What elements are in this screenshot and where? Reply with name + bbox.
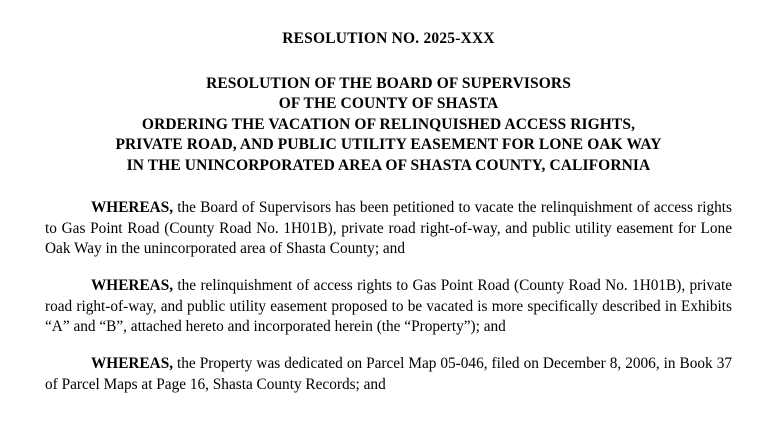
whereas-body-3: the Property was dedicated on Parcel Map 05-046, filed on December 8, 2006, in Book 37 of Parcel Maps at Page 16, Shasta County Records; and — [45, 355, 732, 393]
whereas-body-2: the relinquishment of access rights to Gas Point Road (County Road No. 1H01B), private road right-of-way, and public utility easement proposed to be vacated is more specifically described in Exhibits “A” and “B”, attached hereto and incorporated herein (the “Property”); and — [45, 277, 732, 335]
whereas-clause-2 — [45, 276, 732, 337]
page-title: RESOLUTION NO. 2025-XXX — [282, 30, 495, 47]
whereas-lead-3: WHEREAS, — [91, 355, 174, 373]
whereas-lead-2: WHEREAS, — [91, 277, 174, 295]
whereas-lead-1: WHEREAS, — [91, 199, 174, 217]
whereas-clause-1 — [45, 198, 732, 259]
heading-line-1: RESOLUTION OF THE BOARD OF SUPERVISORS — [206, 75, 571, 92]
heading-line-3: ORDERING THE VACATION OF RELINQUISHED ACCESS RIGHTS, — [141, 115, 636, 133]
heading-line-5: IN THE UNINCORPORATED AREA OF SHASTA COUNTY, CALIFORNIA — [126, 156, 651, 174]
heading-line-2: OF THE COUNTY OF SHASTA — [278, 95, 499, 113]
whereas-body-1: the Board of Supervisors has been petitioned to vacate the relinquishment of access rights to Gas Point Road (County Road No. 1H01B), private road right-of-way, and public utility easement for Lone Oak Way in the unincorporated area of Shasta County; and — [45, 199, 732, 257]
heading-line-4: PRIVATE ROAD, AND PUBLIC UTILITY EASEMENT FOR LONE OAK WAY — [115, 136, 662, 154]
document-heading — [45, 74, 732, 176]
whereas-clause-3 — [45, 354, 732, 395]
